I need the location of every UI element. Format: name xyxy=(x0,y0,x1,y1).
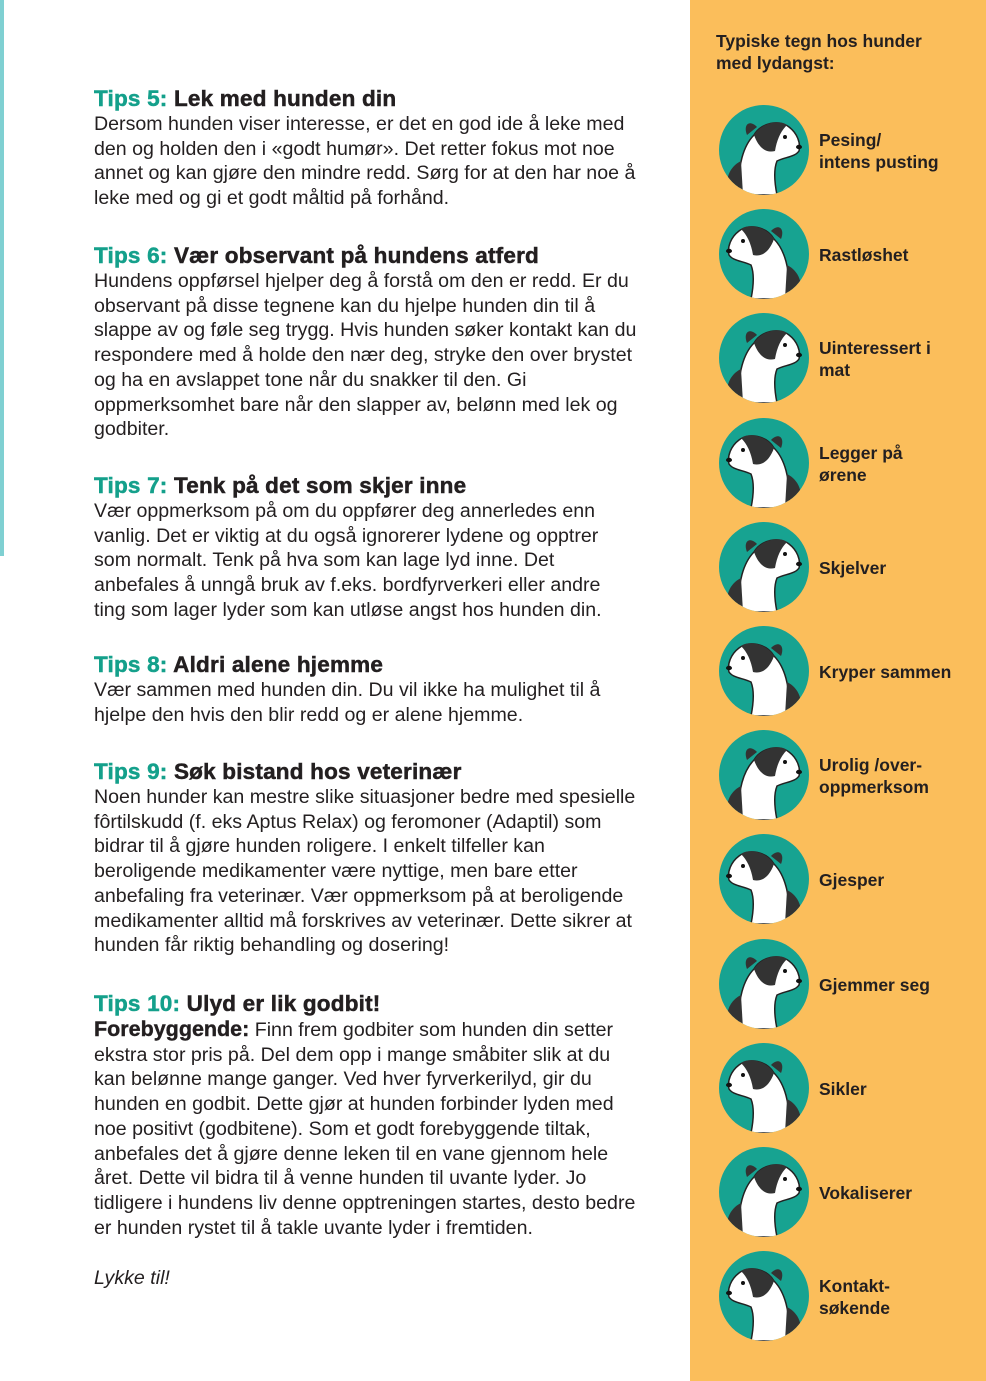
tip-text-line: Vær oppmerksom på om du oppfører deg annerledes enn xyxy=(94,500,596,522)
tip-text-line: ekstra stor pris på. Del dem opp i mange småbiter slik at du xyxy=(94,1043,611,1066)
sign-label-line: Rastløshet xyxy=(819,245,909,266)
tip-number: Tips 10: xyxy=(94,991,181,1016)
sidebar-title-line: med lydangst: xyxy=(716,53,835,73)
tip-section xyxy=(94,243,684,442)
sign-item xyxy=(719,418,979,510)
sign-label-line: Pesing/ xyxy=(819,130,882,150)
sign-label xyxy=(819,1182,912,1204)
sign-item xyxy=(719,313,979,405)
sign-label xyxy=(819,869,884,891)
tip-text-line: bidrar til å gjøre hunden roligere. I enkelt tilfeller kan xyxy=(94,835,545,858)
tip-text-line: hunden får riktig behandling og dosering! xyxy=(94,934,450,957)
sign-item xyxy=(719,105,979,197)
sign-label xyxy=(819,557,886,579)
tip-text-line: den og holden den i «godt humør». Det retter fokus mot noe xyxy=(94,137,615,160)
tip-lead: Forebyggende: xyxy=(94,1017,250,1041)
tip-text-line: året. Dette vil bidra til å venne hunden til uvante lyder. Jo xyxy=(94,1167,587,1190)
tip-text-line: godbiter. xyxy=(94,418,170,441)
tip-title: Lek med hunden din xyxy=(173,86,397,111)
tip-text-line: og ha en avslappet tone når du snakker til den. Gi xyxy=(94,368,527,391)
tip-text-line: hjelpe den hvis den blir redd og er alene hjemme. xyxy=(94,703,524,726)
tip-number: Tips 7: xyxy=(94,473,168,498)
tip-section xyxy=(94,86,684,211)
tip-text-line: er hunden rystet til å takle uvante lyder i fremtiden. xyxy=(94,1216,533,1239)
tip-text-line: noe positivt (godbitene). Som et godt forebyggende tiltak, xyxy=(94,1117,591,1140)
sign-label-line: intens pusting xyxy=(819,152,939,172)
panting-dog-icon xyxy=(719,105,809,195)
barking-dog-icon xyxy=(719,1147,809,1237)
sign-label xyxy=(819,129,939,173)
tip-text-line: kan belønne mange ganger. Ved hver fyrverkerilyd, gir du xyxy=(94,1068,592,1091)
sign-label-line: oppmerksom xyxy=(819,777,929,798)
tip-title: Aldri alene hjemme xyxy=(173,652,384,677)
sign-label-line: ørene xyxy=(819,464,867,485)
sign-item xyxy=(719,1251,979,1343)
sign-label-line: Kryper sammen xyxy=(819,662,952,682)
sign-item xyxy=(719,834,979,926)
yawning-dog-icon xyxy=(719,834,809,924)
hiding-dog-icon xyxy=(719,939,809,1029)
tip-text-line: oppmerksomhet bare når den slapper av, belønn med lek og xyxy=(94,393,618,416)
sign-label xyxy=(819,1078,867,1100)
tip-text-line: Dersom hunden viser interesse, er det en god ide å leke med xyxy=(94,113,625,135)
tip-title: Ulyd er lik godbit! xyxy=(186,991,381,1016)
sign-label-line: Legger på xyxy=(819,442,903,463)
cowering-dog-icon xyxy=(719,626,809,716)
sign-label-line: Uinteressert i xyxy=(819,338,931,359)
tip-text-line: Vær sammen med hunden din. Du vil ikke ha mulighet til å xyxy=(94,679,601,701)
tip-heading xyxy=(94,473,684,499)
sign-label xyxy=(819,1275,890,1319)
tip-text-line xyxy=(94,1017,684,1043)
tip-text-line: respondere med å holde den nær deg, stryke den over brystet xyxy=(94,344,633,367)
tip-text-line: vanlig. Det er viktig at du også ignorerer lydene og opptrer xyxy=(94,524,599,547)
tip-text: Finn frem godbiter som hunden din setter xyxy=(249,1019,614,1041)
sign-label-line: Skjelver xyxy=(819,557,887,578)
tip-text-line: beroligende medikamenter være nyttige, men bare etter xyxy=(94,860,578,883)
sign-item xyxy=(719,1147,979,1239)
sign-label-line: Gjemmer seg xyxy=(819,974,930,995)
sign-label-line: Urolig /over- xyxy=(819,755,923,776)
tip-text-line: medikamenter alltid må forskrives av veterinær. Dette sikrer at xyxy=(94,909,632,932)
tip-heading xyxy=(94,652,684,678)
tip-text-line: tidligere i hundens liv denne opptreningen startes, desto bedre xyxy=(94,1191,636,1214)
sign-label xyxy=(819,974,930,996)
restless-dog-icon xyxy=(719,209,809,299)
tip-number: Tips 6: xyxy=(94,243,168,268)
tip-text-line: hunden en godbit. Dette gjør at hunden forbinder lyden med xyxy=(94,1093,614,1116)
shivering-dog-icon xyxy=(719,522,809,612)
tip-text-line: fôrtilskudd (f. eks Aptus Relax) og feromoner (Adaptil) som xyxy=(94,810,602,833)
sign-label-line: Vokaliserer xyxy=(819,1183,913,1203)
tip-text-line: Hundens oppførsel hjelper deg å forstå om den er redd. Er du xyxy=(94,270,629,292)
ears-back-dog-icon xyxy=(719,418,809,508)
tip-text-line: Noen hunder kan mestre slike situasjoner bedre med spesielle xyxy=(94,786,636,808)
sign-item xyxy=(719,522,979,614)
sign-item xyxy=(719,209,979,301)
sign-label xyxy=(819,442,903,486)
sign-label-line: Gjesper xyxy=(819,870,885,891)
tip-section xyxy=(94,652,684,727)
tip-text-line: anbefales det å gjøre denne leken til en vane gjennom hele xyxy=(94,1142,609,1165)
sign-label-line: søkende xyxy=(819,1298,890,1319)
tip-text-line: observant på disse tegnene kan du hjelpe hunden din til å xyxy=(94,294,596,317)
sign-item xyxy=(719,939,979,1031)
sign-label-line: Sikler xyxy=(819,1078,867,1099)
tip-title: Tenk på det som skjer inne xyxy=(173,473,467,498)
tip-text-line: som normalt. Tenk på hva som kan lage lyd inne. Det xyxy=(94,549,555,572)
uninterested-dog-icon xyxy=(719,313,809,403)
tip-heading xyxy=(94,86,684,112)
tip-text-line: ting som lager lyder som kan utløse angst hos hunden din. xyxy=(94,598,602,621)
tip-text-line: slappe av og føle seg trygg. Hvis hunden søker kontakt kan du xyxy=(94,319,637,342)
sign-label-line: mat xyxy=(819,360,851,381)
tip-title: Vær observant på hundens atferd xyxy=(173,243,539,268)
tip-heading xyxy=(94,759,684,785)
tip-number: Tips 8: xyxy=(94,652,168,677)
tip-section xyxy=(94,991,684,1240)
sidebar-title-line: Typiske tegn hos hunder xyxy=(716,31,922,51)
tip-section xyxy=(94,759,684,958)
alert-dog-icon xyxy=(719,730,809,820)
tip-section xyxy=(94,473,684,623)
contact-seeking-dog-icon xyxy=(719,1251,809,1341)
sign-label-line: Kontakt- xyxy=(819,1276,890,1297)
left-edge-bar xyxy=(0,0,4,556)
sign-label xyxy=(819,244,908,266)
sign-item xyxy=(719,626,979,718)
signs-sidebar xyxy=(690,0,986,1381)
sign-label xyxy=(819,661,951,683)
closing-text: Lykke til! xyxy=(94,1267,170,1289)
sign-item xyxy=(719,730,979,822)
tip-text-line: annet og kan gjøre den mindre redd. Sørg for at den har noe å xyxy=(94,162,636,185)
sign-item xyxy=(719,1043,979,1135)
tip-number: Tips 9: xyxy=(94,759,168,784)
tip-text-line: leke med og gi et godt måltid på forhånd. xyxy=(94,187,450,210)
tip-heading xyxy=(94,991,684,1017)
tip-text-line: anbefales å unngå bruk av f.eks. bordfyrverkeri eller andre xyxy=(94,574,601,597)
tip-title: Søk bistand hos veterinær xyxy=(173,759,462,784)
tip-heading xyxy=(94,243,684,269)
sign-label xyxy=(819,754,929,798)
sidebar-title xyxy=(716,30,922,74)
tip-text-line: anbefaling fra veterinær. Vær oppmerksom på at beroligende xyxy=(94,884,624,907)
tip-number: Tips 5: xyxy=(94,86,168,111)
sign-label xyxy=(819,337,931,381)
drooling-dog-icon xyxy=(719,1043,809,1133)
